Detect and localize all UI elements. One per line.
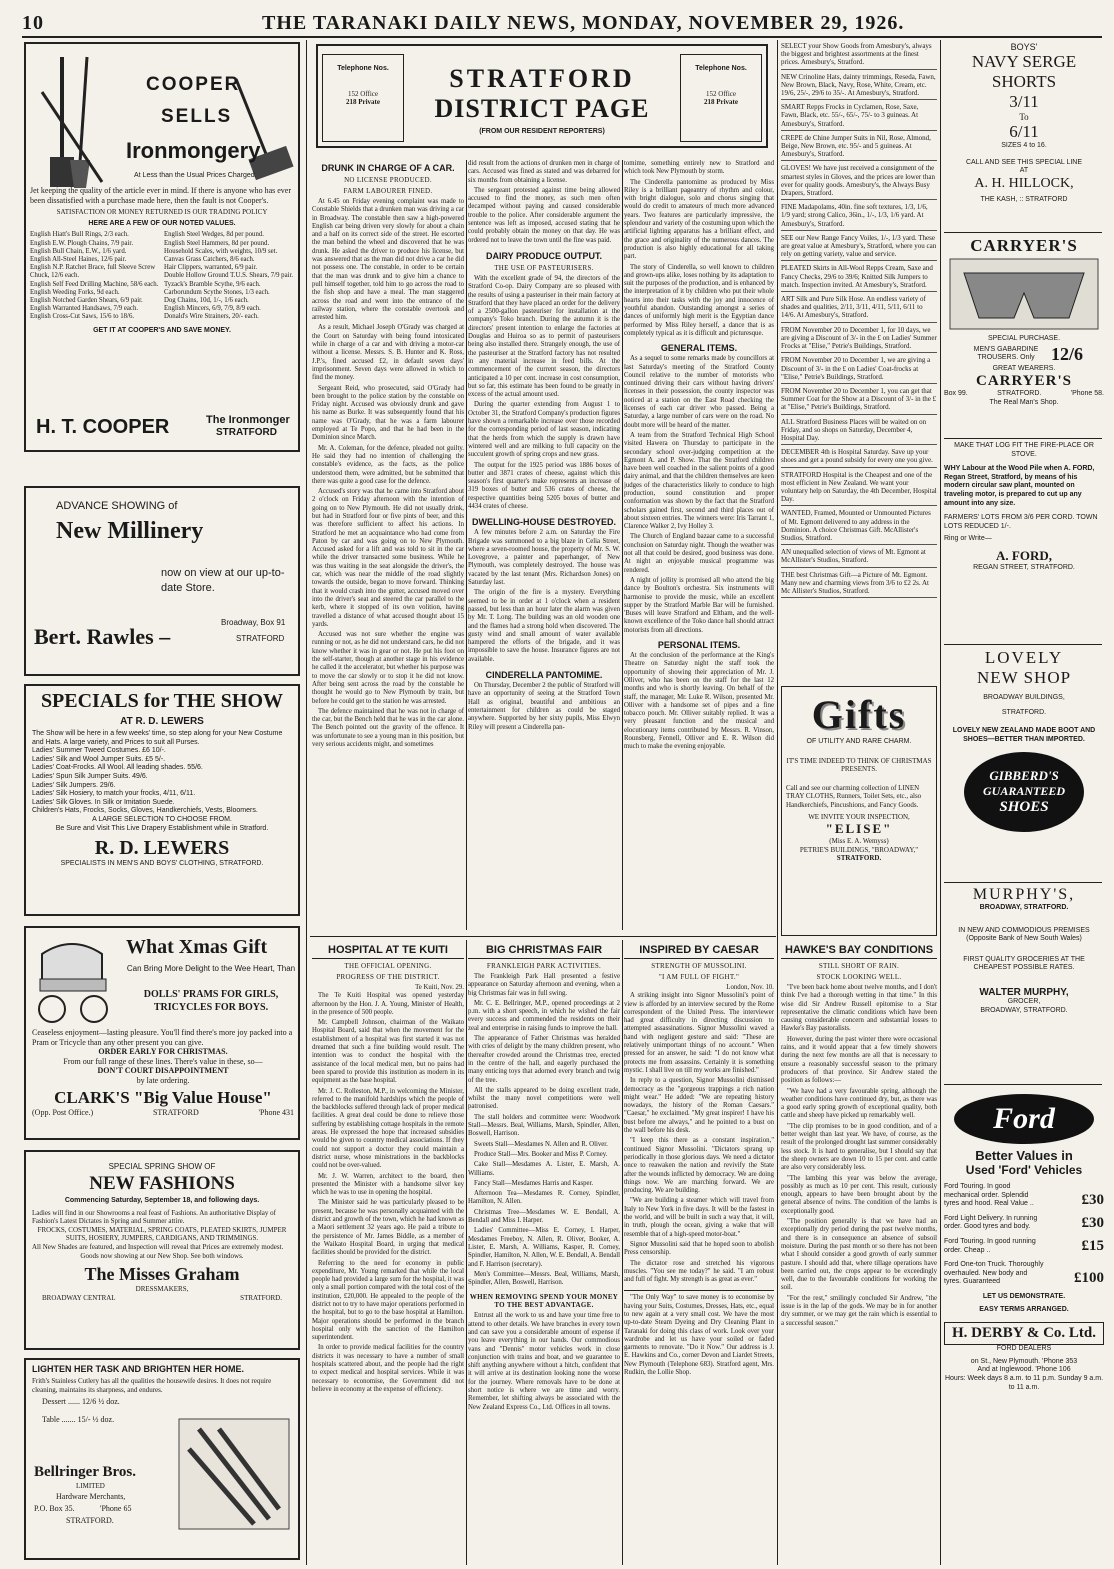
rawles-ad <box>24 486 300 676</box>
bellringer-ph: 'Phone 65 <box>100 1504 132 1513</box>
cooper-value-item: English E.W. Plough Chains, 7/9 pair. <box>30 239 134 247</box>
rawles-addr1: Broadway, Box 91 <box>221 618 286 627</box>
ford-logo <box>954 1094 1094 1144</box>
dairy-headline: DAIRY PRODUCE OUTPUT. <box>485 250 602 261</box>
classified-ad: NEW Crinoline Hats, dainty trimmings, Reseda, Fawn, New Brown, Black, Navy, Rose, White, Cream, etc. 19/6, 25/-, 29/6 to 35/-. At Amesbury's, Stratford. <box>781 73 937 101</box>
classified-ad: ART Silk and Pure Silk Hose. An endless variety of shades and qualities, 2/11, 3/11, 4/11, 5/11, 6/11 to 14/6. At Amesbury's, Stratford. <box>781 295 937 323</box>
ford-vehicle-row <box>944 1183 1104 1209</box>
carryer-ph: 'Phone 58. <box>1070 390 1104 398</box>
ford-wood-ring: Ring or Write— <box>944 535 992 543</box>
hospital-sub1: THE OFFICIAL OPENING. <box>344 962 432 970</box>
classified-ad: AN unequalled selection of views of Mt. Egmont at McAllister's Studios, Stratford. <box>781 548 937 567</box>
murphy-c: (Opposite Bank of New South Wales) <box>966 935 1082 943</box>
general-column <box>624 160 774 930</box>
classified-ad: STRATFORD Hospital is the Cheapest and one of the most efficient in New Zealand. We want your voluntary help on Saturday, the 4th December, Hospital Day. <box>781 471 937 507</box>
clark-f3: 'Phone 431 <box>258 1107 294 1117</box>
general-item: As a sequel to some remarks made by councillors at last Saturday's meeting of the Stratford County Council relative to the number of motorists who continued driving their cars without having drivers' licenses in their possession, the county inspector was noticed at a station on the East Road checking the licenses of each car driver who passed. Being a Saturday, a large number of cars were on the road. No doubt more will be heard of the matter. <box>624 355 774 429</box>
lewers-line: Ladies' Summer Tweed Costumes. £6 10/-. <box>32 747 166 755</box>
graham-body: Ladies will find in our Showrooms a real feast of Fashions. An authoritative Display of Fashion's Latest Dictates in Spring and Summer attire. <box>32 1208 276 1226</box>
masthead <box>22 10 1102 36</box>
header-t1: STRATFORD <box>449 64 635 93</box>
clark-body: Ceaseless enjoyment—lasting pleasure. You'll find there's more joy packed into a Pram or Tricycle than any other present you can give. <box>32 1028 293 1047</box>
hospital-article <box>312 942 464 1566</box>
personal-body: At the conclusion of the performance at the King's Theatre on Saturday night the staff took the opportunity of showing their appreciation of Mr. J. Olliver, who has been on the staff for the last 12 months and who is shortly leaving. On behalf of the staff, the manager, Mr. Luke R. Wilson, presented Mr. Olliver with a handsome set of pipes and a fine tobacco pouch. Mr. Olliver suitably replied. It was a very pleasant function and the musical and elocutionary items contributed by Messrs. R. Vinson, Rounsberg, Fennell, Olliver and E. R. Wilson did much to make the evening enjoyable. <box>624 652 774 751</box>
graham-addr1: BROADWAY CENTRAL <box>42 1293 116 1302</box>
hospital-paragraph: In order to provide medical facilities for the country districts it was necessary to have a number of small hospitals scattered about, and the people had the right to expect medical and hospital services. While it was necessary to economise, the Government did not believe in economy at the expense of efficiency. <box>312 1344 464 1393</box>
hillock-boys: BOYS' <box>1010 42 1038 52</box>
lewers-line: Ladies' Silk Jumpers. 29/6. <box>32 781 116 789</box>
ford-wood-body: WHY Labour at the Wood Pile when A. FORD, Regan Street, Stratford, by means of his modern circular saw plant, mounted on traveling motor, is prepared to cut up any amount into any size. <box>944 465 1095 507</box>
cinderella-cont2: The Cinderella pantomime as produced by Miss Riley is a brilliant pageantry of rhythm and colour, with bright dialogue, solo and chorus singing that would do credit to amateurs of much more advanced years. Two features are particularly impressive, the splendour and variety of the costuming upon which the artificial lighting apparatus has a brilliant effect, and the grace and originality of the numerous dances. The production is also highly educational for all taking part. <box>624 178 774 261</box>
clark-by: by late ordering. <box>136 1075 190 1085</box>
classified-ad: FROM November 20 to December 1, we are giving a Discount of 3/- in the £ on Ladies' Coat-frocks at "Elise," Petrie's Buildings, Stratford. <box>781 356 937 384</box>
ford-vehicle-row <box>944 1215 1104 1232</box>
hillock-name: A. H. HILLOCK, <box>974 175 1074 191</box>
caesar-paragraph: The dictator rose and stretched his vigorous muscles. "You see me today?" he said. "I am robust and full of fight. My strength is as great as ever." <box>624 1259 774 1284</box>
graham-addr2: STRATFORD. <box>240 1293 282 1302</box>
carryer-sp: SPECIAL PURCHASE. <box>987 335 1061 342</box>
fair-paragraph: The stall holders and committee were: Woodwork Stall—Messrs. Beal, Williams, Marsh, Spindler, Allen, Boswell, Harrison. <box>468 1113 620 1138</box>
cooper-foot: GET IT AT COOPER'S AND SAVE MONEY. <box>93 326 231 334</box>
lewers-visit: Be Sure and Visit This Live Drapery Establishment while in Stratford. <box>55 824 269 832</box>
drunk-continued: did result from the actions of drunken men in charge of cars. Accused was fined as stated and was debarred for six months from obtaining a license. <box>468 160 620 184</box>
hospital-sub2: PROGRESS OF THE DISTRICT. <box>336 973 440 981</box>
carryer-gw: GREAT WEARERS. <box>992 364 1056 372</box>
hawkes-sub2: STOCK LOOKING WELL. <box>816 973 902 981</box>
badge-l2: GUARANTEED <box>982 784 1065 799</box>
ford-logo-text: Ford <box>993 1102 1055 1135</box>
dairy-sub: THE USE OF PASTEURISERS. <box>494 263 594 272</box>
fair-paragraph: Christmas Tree—Mesdames W. E. Bendall, A. Bendall and Miss I. Harper. <box>468 1208 620 1225</box>
cooper-value-item: English Weeding Forks, 9d each. <box>30 288 120 296</box>
clark-title: What Xmas Gift <box>126 936 268 958</box>
graham-note: All New Shades are featured, and Inspection will reveal that Prices are extremely modest. <box>32 1242 284 1251</box>
cooper-l1: COOPER <box>146 74 241 95</box>
caesar-paragraph: A striking insight into Signor Mussolini's point of view is afforded by an interview secured by the Rome correspondent of the United Press. The interviewer had great difficulty in directing discussion to attempted assassinations. Signor Mussolini waved a hand with negligent gesture and said: "These are relatively unimportant things of no account." When pressed for an answer, he said: "I do not know what protects me from assassins. Certainly it is something mystic. I shall live on till my works are finished." <box>624 992 774 1074</box>
graham-title: NEW FASHIONS <box>89 1173 235 1194</box>
bellringer-st: STRATFORD. <box>66 1516 114 1525</box>
cooper-sub2: STRATFORD <box>216 427 277 438</box>
cooper-value-item: English Steel Wedges, 8d per pound. <box>164 231 264 239</box>
bellringer-po: P.O. Box 35. <box>34 1504 75 1513</box>
gibberds-badge <box>964 752 1084 832</box>
lewers-line: Ladies' Silk Gloves. In Silk or Imitation Suede. <box>32 798 175 806</box>
clark-f1: (Opp. Post Office.) <box>32 1107 94 1117</box>
cooper-value-item: Household Scales, with weights, 10/9 set. <box>164 247 278 255</box>
ford-wood-name: A. FORD, <box>996 547 1052 563</box>
clark-ad <box>24 926 300 1140</box>
hillock-call: CALL AND SEE THIS SPECIAL LINE <box>965 158 1083 166</box>
hospital-paragraph: Mr. J. C. Rolleston, M.P., in welcoming the Minister, referred to the manifold hardships which the people of the backblocks suffered through lack of proper medical facilities. A great deal could be done to relieve those suffering by establishing cottage hospitals in the remote areas. He expressed the hope that increased subsidies would be given to country medical associations. If they could not support a doctor they could maintain a district nurse, whose ministrations in the backblocks could not be over-valued. <box>312 1087 464 1170</box>
lewers-ad <box>24 684 300 916</box>
bellringer-name: Bellringer Bros. <box>34 1464 136 1480</box>
drunk-paragraph: Mr. A. Coleman, for the defence, pleaded not guilty. He said they had no intention of challenging the constable's evidence, as the facts, as the police understood them, were admitted, but he submitted that there was quite a good case for the defence. <box>312 444 464 485</box>
lewers-name: R. D. LEWERS <box>94 837 230 860</box>
clark-dont: DON'T COURT DISAPPOINTMENT <box>97 1066 229 1076</box>
classified-column <box>781 42 937 682</box>
hawkes-sub1: STILL SHORT OF RAIN. <box>818 962 900 970</box>
lewers-line: The Show will be here in a few weeks' time, so step along for your New Costume and Hats. A large variety, and Prices to suit all Purses. <box>32 730 283 746</box>
cinderella-cont3: The story of Cinderella, so well known to children and grown-ups alike, loses nothing by its adaptation to suit the purposes of the production, and is enhanced by the interpretation of it by children who put their whole hearts into their tasks with the joy and innocence of youthful abandon. Outstanding amongst a series of dances of uniformly high merit is the Egyptian dance performed by Miss Riley herself, a dance that is as completely typical as it is difficult and picturesque. <box>624 263 774 337</box>
hospital-paragraph: Referring to the need for economy in public expenditure, Mr. Young remarked that while the local people had provided a large sum for the hospital, it was only a small portion compared with the total cost of the institution, £20,000. He appealed to the people of the district not to try to have major operations performed in the hospital, but to go to the base hospital at Hamilton. Major operations should be performed in the branch hospital only with the sanction of the Hamilton superintendent. <box>312 1259 464 1342</box>
badge-l1: GIBBERD'S <box>989 768 1059 784</box>
badge-l3: SHOES <box>999 799 1049 816</box>
lovely-t2: NEW SHOP <box>976 668 1072 687</box>
cooper-value-item: Donald's Wire Strainers, 20/- each. <box>164 313 259 321</box>
bellringer-body: Frith's Stainless Cutlery has all the qualities the housewife desires. It does not require cleaning, maintains its sharpness, and endures. <box>32 1377 272 1394</box>
ford-vehicle-desc: Ford One-ton Truck. Thoroughly overhauled. New body and tyres. Guaranteed <box>944 1261 1044 1286</box>
hillock-p1: 3/11 <box>1009 92 1039 111</box>
hillock-p2: 6/11 <box>1009 122 1039 141</box>
hawkes-paragraph: "For the rest," smilingly concluded Sir Andrew, "the issue is in the lap of the gods. We may be in for another dry summer, or we may get the rain which is essential to a successful season." <box>781 1294 937 1327</box>
caesar-sub2: "I AM FULL OF FIGHT." <box>658 973 740 981</box>
fair-article <box>468 942 620 1566</box>
hospital-paragraph: Mr. Campbell Johnson, chairman of the Waikato Hospital Board, said that when the movement for the establishment of a hospital was first started it was not dreamed that such a fine building would result. The intention was to conduct the hospital with the assistance of the local medical men, but no pains had been spared to provide this institution as modern in its equipment as the base hospital. <box>312 1019 464 1085</box>
fair-paragraph: The appearance of Father Christmas was heralded with cries of delight by the many children present, who thereafter crowded around the Christmas tree, erected in the centre of the hall, and eagerly purchased the many enticing toys that adorned every branch and twig of the tree. <box>468 1035 620 1084</box>
classified-ad: WANTED, Framed, Mounted or Unmounted Pictures of Mt. Egmont delivered to any address in the Dominion. A choice Christmas Gift. McAllister's Studios, Stratford. <box>781 509 937 545</box>
fordcars-dealers: FORD DEALERS <box>996 1345 1052 1353</box>
fair-paragraph: Cake Stall—Mesdames A. Lister, E. Marsh, A. Williams. <box>468 1161 620 1177</box>
cooper-value-item: Carborundum Scythe Stones, 1/3 each. <box>164 288 270 296</box>
hillock-at: AT <box>1019 167 1029 175</box>
cooper-value-item: English N.P. Ratchet Brace, full Sleeve Screw Chuck, 12/6 each. <box>30 264 156 280</box>
ford-vehicle-price: £100 <box>1074 1269 1104 1286</box>
classified-ad: SMART Repps Frocks in Cyclamen, Rose, Saxe, Fawn, Black, etc. 55/-, 65/-, 75/- to 3 guineas. At Amesbury's, Stratford. <box>781 103 937 131</box>
fair-paragraph: Fancy Stall—Mesdames Harris and Kasper. <box>474 1179 594 1187</box>
page-number: 10 <box>22 12 44 34</box>
caesar-headline: INSPIRED BY CAESAR <box>624 942 774 959</box>
ford-vehicle-desc: Ford Touring. In good mechanical order. Splendid tyres and hood. Real Value .. <box>944 1183 1034 1208</box>
general-item: A night of jollity is promised all who attend the big dance by Boulton's orchestra. Six instruments will harmonise to provide the music, while an excellent supper by the Stratford Marble Bar will be furnished. 'Buses will leave Stratford and Eltham, and the well-known excellence of the Toko dance hall should attract motorists from all directions. <box>624 576 774 634</box>
graham-goods: Goods now showing at our New Shop. See both windows. <box>80 1251 244 1260</box>
dairy-paragraph: The output for the 1925 period was 1886 boxes of butter and 3871 crates of cheese, against which this season's first quarter's make represents an increase of 319 boxes of butter and 536 crates of cheese, the respective quantities being 5205 boxes of butter and 4434 crates of cheese. <box>468 461 620 510</box>
murphy-b: IN NEW AND COMMODIOUS PREMISES <box>958 926 1090 934</box>
carryer-slogan: The Real Man's Shop. <box>989 398 1059 406</box>
fair-paragraph: Men's Committee—Messrs. Beal, Williams, Marsh, Spindler, Allen, Boswell, Harrison. <box>468 1270 620 1287</box>
cooper-value-item: English Hiatt's Bull Rings, 2/3 each. <box>30 231 129 239</box>
dwelling-paragraph: The origin of the fire is a mystery. Everything seemed to be in order at 1 o'clock when a resident passed, but less than an hour later the alarm was given by Mr. T. Long. The building was an old wooden one and the flames had a strong hold when discovered. The gusty wind and small amount of water available hampered the efforts of the brigade, and it was impossible to save the house. Insurance figures are not available. <box>468 589 620 663</box>
hospital-paragraph: Mr. J. W. Warren, architect to the board, then presented the Minister with a handsome silver key which he was to use in opening the hospital. <box>312 1172 464 1197</box>
lewers-line: Ladies' Spun Silk Jumper Suits. 49/6. <box>32 772 148 780</box>
hawkes-paragraph: "The lambing this year was below the average, possibly as much as 10 per cent. This result, curiously enough, appears to have been brought about by the general absence of twins. The condition of the lambs is exceptionally good. <box>781 1174 937 1215</box>
caesar-paragraph: Signor Mussolini said that he hoped soon to abolish Press censorship. <box>624 1240 774 1257</box>
gifts-inv: WE INVITE YOUR INSPECTION, <box>808 812 910 821</box>
drunk-continued-2: The sergeant protested against time being allowed accused to find the money, as such men often decamped without paying and caused considerable trouble to the police. After considerable argument the sentence was left as imposed, accused stating that he could probably obtain the money on that day. He was ordered not to leave the town until the fine was paid. <box>468 186 620 244</box>
cooper-value-item: English Self Feed Drilling Machine, 58/6 each. <box>30 280 159 288</box>
gifts-word: Gifts <box>811 692 907 737</box>
lewers-line: Children's Hats, Frocks, Socks, Gloves, Handkerchiefs, Vests, Bloomers. <box>32 807 258 815</box>
ford-cars-ad <box>944 1090 1104 1566</box>
clark-name: CLARK'S "Big Value House" <box>54 1087 272 1107</box>
hospital-paragraph: The Te Kuiti Hospital was opened yesterday afternoon by the Hon. J. A. Young, Minister of Health, in the presence of 500 people. <box>312 992 464 1016</box>
bellringer-title: LIGHTEN HER TASK AND BRIGHTEN HER HOME. <box>32 1364 245 1374</box>
fair-paragraph: Ladies' Committee—Miss E. Corney, I. Harper, Mesdames Freeboy, N. Allen, R. Oliver, Booker, A. Lister, E. Marsh, A. Williams, Kasper, R. Corney, Spindler, Hamilton, N. Allen, W. E. Bendall, A. Bendall and F. Harrison (secretary). <box>468 1227 620 1268</box>
caesar-sub1: STRENGTH OF MUSSOLINI. <box>651 962 747 970</box>
hospital-headline: HOSPITAL AT TE KUITI <box>312 942 464 959</box>
drunk-sub1: NO LICENSE PRODUCED. <box>344 176 432 184</box>
cooper-tag: At Less than the Usual Prices Charged. <box>134 172 257 179</box>
cooper-value-item: Hair Clippers, warranted, 6/9 pair. <box>164 264 258 272</box>
caesar-article <box>624 942 774 1566</box>
caesar-paragraph: In reply to a question, Signor Mussolini dismissed democracy as the "gorgeous trappings a rich nation might wear." He added: "We are repeating history nowadays, the history of the Roman Caesars." "Caesar," he exclaimed. "My great inspirer! I have his bust before me always," and he pointed to a bust on the wall before his desk. <box>624 1077 774 1135</box>
drunk-article <box>312 160 464 930</box>
clark-t3: DOLLS' PRAMS FOR GIRLS, TRICYCLES FOR BOYS. <box>143 989 279 1013</box>
dairy-paragraph: With the excellent grade of 94, the directors of the Stratford Co-op. Dairy Company are so pleased with the results of using a pasteuriser in their main factory at Stratford that they have placed an order for the delivery of a 2500-gallon pasteuriser for installation at the company's Toko branch. During the autumn it is the directors' present intention to enlarge the factories at Douglas and Huiroa so as to permit of pasteurisers being also installed there. Strangely enough, the use of the pasteuriser at the Stratford factory has not resulted in any material increase in feed bills. At the commencement of the current season, the directors anticipated a 10 per cent. increase in cost consumption, but so far, this estimate has been found to be greatly in excess of the actual amount used. <box>468 274 620 399</box>
classified-ad: SEE our New Range Fancy Voiles, 1/-, 1/3 yard. These are great value at Amesbury's, Stratford, where you can rely on getting variety, value and service. <box>781 234 937 262</box>
fair-sub: FRANKLEIGH PARK ACTIVITIES. <box>486 962 602 970</box>
clark-order: ORDER EARLY FOR CHRISTMAS. <box>98 1047 228 1057</box>
gifts-body: Call and see our charming collection of LINEN TRAY CLOTHS, Runners, Toilet Sets, etc., also Handkerchiefs, Pincushions, and Fancy Goods. <box>786 783 922 809</box>
cinderella-body: On Thursday, December 2 the public of Stratford will have an opportunity of seeing at the Stratford Town Hall as original, beautiful and ambitious an entertainment for children as could be staged anywhere. Supported by her sixty pupils, Miss Elwyn Riley will present a Cinderella pan- <box>468 682 620 731</box>
fordcars-hours: Hours: Week days 8 a.m. to 11 p.m. Sunday 9 a.m. to 11 a.m. <box>944 1374 1104 1391</box>
gifts-l1: OF UTILITY AND RARE CHARM. <box>806 738 912 745</box>
murphy-t: MURPHY'S, <box>972 886 1076 903</box>
drunk-paragraph: At 6.45 on Friday evening complaint was made to Constable Shields that a drunken man was driving a car in Broadway. The constable then saw a high-powered English car being driven very slowly for about a chain and a half on its correct side of the street. He escorted the man behind the wheel and discovered that he was drunk. He asked the driver to produce his license, but was answered that as the man did not drive a car he did not possess one. The constable, in order to be certain that the man was drunk and to give him a chance to pull himself together, told him to go across the road to the fish shop and have a meal. The man staggered across the road and went into the entrance of the railway station, where the constable overtook and arrested him. <box>312 198 464 322</box>
caesar-paragraph: "We are building a steamer which will travel from Italy to New York in five days. It will be the fastest in the world, and will be built in such a way that, it will, in truth, plough the ocean, giving a wake that will resemble that of a high-speed motor-boat." <box>624 1197 774 1238</box>
classified-ad: DECEMBER 4th is Hospital Saturday. Save up your shoes and get a pound subsidy for every one you give. <box>781 448 937 467</box>
hawkes-article <box>781 942 937 1566</box>
lewers-foot: SPECIALISTS IN MEN'S AND BOYS' CLOTHING, STRATFORD. <box>60 860 264 868</box>
cooper-value-item: Dog Chains, 10d, 1/-, 1/6 each. <box>164 297 249 304</box>
gifts-addr: PETRIE'S BUILDINGS, "BROADWAY," <box>799 845 919 854</box>
classified-ad: SELECT your Show Goods from Amesbury's, always the biggest and brightest assortments at the finest prices. Amesbury's, Stratford. <box>781 42 937 70</box>
hawkes-paragraph: "I've been back home about twelve months, and I don't think I've had a thorough wetting in that time." In this wise did Sir Andrew Russell epitomise to a Star representative the climatic conditions which have been causing considerable concern and substantial losses to Hawke's Bay pastoralists. <box>781 984 937 1033</box>
cooper-value-item: English All-Steel Haines, 12/6 pair. <box>30 255 127 263</box>
classified-ad: GLOVES! We have just received a consignment of the smartest styles in Gloves, and the prices are lower than ever for quality goods. Amesbury's, the Always Busy Drapers, Stratford. <box>781 164 937 200</box>
graham-dress: DRESSMAKERS, <box>135 1285 189 1294</box>
classified-ad: ALL Stratford Business Places will be waited on on Friday, and so shops on Saturday, December 4, Hospital Day. <box>781 418 937 446</box>
hawkes-headline: HAWKE'S BAY CONDITIONS <box>781 942 937 959</box>
cooper-value-item: English Warranted Handsaws, 7/9 each. <box>30 305 139 313</box>
clark-range: From our full range of these lines. There's value in these, so— <box>63 1056 263 1066</box>
personal-headline: PERSONAL ITEMS. <box>657 640 741 651</box>
fair-headline: BIG CHRISTMAS FAIR <box>468 942 620 959</box>
carryer-g: MEN'S GABARDINE TROUSERS. Only <box>973 345 1039 362</box>
hawkes-paragraph: "The clip promises to be in good condition, and of a better weight than last year. We have, of course, as the result of the prolonged drought last summer considerably less stock. It is hard to generalise, but I should say that the sheep owners are down 10 to 15 per cent. and cattle are also very considerably less. <box>781 1122 937 1172</box>
graham-date: Commencing Saturday, September 18, and following days. <box>64 1197 260 1204</box>
bellringer-ltd: LIMITED <box>76 1482 105 1490</box>
bellringer-table: Table ....... 15/- ½ doz. <box>42 1414 115 1424</box>
carryer-ad <box>944 236 1104 436</box>
hawkes-paragraph: "We have had a very favourable spring, although the weather conditions have continued dry, but, as there was a good early spring growth of exceptional quality, both cattle and sheep have picked up remarkably well. <box>781 1087 937 1120</box>
general-headline: GENERAL ITEMS. <box>660 343 738 354</box>
gifts-st: STRATFORD. <box>836 854 882 863</box>
cutlery-illustration <box>174 1414 294 1534</box>
lovely-a: BROADWAY BUILDINGS, <box>983 694 1065 701</box>
drunk-headline: DRUNK IN CHARGE OF A CAR. <box>321 163 455 173</box>
lewers-line: Ladies' Silk and Wool Jumper Suits. £5 5/-. <box>32 755 166 763</box>
tel-left: Telephone Nos. <box>337 65 389 72</box>
trousers-illustration <box>949 258 1099 330</box>
cooper-sub1: The Ironmonger <box>206 414 290 426</box>
clark-t2: Can Bring More Delight to the Wee Heart, Than <box>126 964 296 973</box>
classified-ad: PLEATED Skirts in All-Wool Repps Cream, Saxe and Fancy Checks, 29/6 to 39/6; Knitted Silk Jumpers to match. Inspection invited. At Amesbury's, Stratford. <box>781 264 937 292</box>
drunk-paragraph: Sergeant Reid, who prosecuted, said O'Grady had been brought to the police station by the constable on Friday night. Accused was obviously drunk and gave his name as Burke. It was subsequently found that his name was O'Grady, that he was a farm labourer employed at Te Popo, and that he had been in the Dominion since March. <box>312 384 464 442</box>
rawles-l1: ADVANCE SHOWING of <box>56 500 178 512</box>
cooper-value-item: Tyzack's Bramble Scythe, 9/6 each. <box>164 280 261 288</box>
cooper-value-item: Double Hollow Ground T.U.S. Shears, 7/9 pair. <box>164 272 294 280</box>
drunk-paragraph: Accused was not sure whether the engine was running or not, as he did not understand cars, he did not know whether it was in gear or not. He put his foot on the self-starter, though at another stage in his evidence he called it the accelerator, but whether his purpose was to move the car slowly or to stop it he did not know. After being sent across the road by the constable he thought he would go to New Plymouth by train, but before he could get to the station he was arrested. <box>312 631 464 705</box>
gifts-miss: (Miss E. A. Wemyss) <box>829 837 889 846</box>
carryer-price: 12/6 <box>1050 343 1083 364</box>
ford-vehicle-row <box>944 1261 1104 1287</box>
fair-paragraph: Mr. C. E. Bellringer, M.P., opened proceedings at 2 p.m. with a short speech, in which he wished the fair every success and commended the residents on their zeal and enterprise in raising funds to improve the hall. <box>468 999 620 1032</box>
murphy-ad <box>944 886 1104 1082</box>
rawles-l2: New Millinery <box>56 518 204 544</box>
fordcars-easy: EASY TERMS ARRANGED. <box>979 1305 1069 1313</box>
drunk-sub2: FARM LABOURER FINED. <box>343 187 433 195</box>
carryer-t2: CARRYER'S <box>976 373 1072 390</box>
removal-headline: WHEN REMOVING SPEND YOUR MONEY TO THE BEST ADVANTAGE. <box>469 1293 619 1310</box>
classified-ad: FINE Madapolams, 40in. fine soft textures, 1/3, 1/6, 1/9 yard; strong Calico, 36in., 1/-, 1/3, 1/6 yard. At Amesbury's, Stratford. <box>781 203 937 231</box>
cooper-value-item: English Cross-Cut Saws, 15/6 to 18/6. <box>30 313 135 321</box>
pram-illustration <box>32 934 114 1026</box>
cooper-value-item: English Notched Garden Shears, 6/9 pair. <box>30 297 143 304</box>
bellringer-dessert: Dessert ...... 12/6 ½ doz. <box>42 1397 120 1407</box>
lewers-sel: A LARGE SELECTION TO CHOOSE FROM. <box>92 815 232 823</box>
hillock-t1: NAVY SERGE <box>971 52 1077 71</box>
drunk-paragraph: The defence maintained that he was not in charge of the car, but the Bench held that he was in the car alone. The Bench pointed out the gravity of the offence. It was unfortunate to see a young man in this position, but very serious accidents might, and sometimes <box>312 707 464 748</box>
ford-vehicle-price: £15 <box>1081 1238 1104 1255</box>
fordcars-t1: Better Values in <box>975 1148 1073 1163</box>
ford-vehicle-price: £30 <box>1081 1214 1104 1231</box>
cooper-intro: Jet keeping the quality of the article ever in mind. If there is anyone who has ever been dissatisfied with a purchase made here, then the fault is not Cooper's. <box>30 186 292 205</box>
fair-paragraph: Afternoon Tea—Mesdames R. Corney, Spindler, Hamilton, N. Allen. <box>468 1190 620 1206</box>
tel-right-private: 218 Private <box>703 98 738 107</box>
rawles-name: Bert. Rawles – <box>34 624 171 649</box>
ford-vehicle-row <box>944 1238 1104 1255</box>
cooper-ad <box>24 42 300 452</box>
lewers-sub: AT R. D. LEWERS <box>120 716 204 727</box>
cooper-name: H. T. COOPER <box>36 416 170 438</box>
hillock-sizes: SIZES 4 to 16. <box>1001 142 1047 149</box>
murphy-g: GROCER, <box>1007 997 1041 1005</box>
fair-paragraph: Sweets Stall—Mesdames N. Allen and R. Oliver. <box>474 1140 608 1148</box>
tel-left-office: 152 Office <box>348 89 378 98</box>
cinderella-cont1: tomime, something entirely new to Stratford and which took New Plymouth by storm. <box>624 160 774 176</box>
ford-vehicle-desc: Ford Light Delivery. In running order. Good tyres and body. <box>944 1214 1038 1231</box>
carryer-box: Box 99. <box>944 390 968 398</box>
classified-ad: FROM November 20 to December 1, for 10 days, we are giving a Discount of 3/- in the £ on Ladies' Summer Frocks at "Elise," Petrie's Buildings, Stratford. <box>781 326 937 354</box>
hillock-t2: SHORTS <box>991 72 1057 91</box>
cooper-l3: Ironmongery <box>126 138 261 163</box>
cooper-values-header: HERE ARE A FEW OF OUR NOTED VALUES. <box>88 219 236 227</box>
fair-paragraph: Produce Stall—Mrs. Booker and Miss P. Corney. <box>474 1150 608 1158</box>
classified-ad: FROM November 20 to December 1, you can get that Summer Coat for the Show at a Discount of 3/- in the £ at "Elise," Petrie's Buildings, Stratford. <box>781 387 937 415</box>
fordcars-addr2: And at Inglewood. 'Phone 106 <box>977 1366 1071 1374</box>
gifts-name: "ELISE" <box>825 821 893 837</box>
caesar-dateline: London, Nov. 10. <box>726 984 774 991</box>
only-way-ad: "The Only Way" to save money is to economise by having your Suits, Costumes, Dresses, Hats, etc., equal to new again at a very small cost. We have the most up-to-date Steam Dyeing and Dry Cleaning Plant in Taranaki for doing this class of work. Look over your wardrobe and let us have your soiled or faded garments to renovate. "Do it Now." Our address is J. E. Hawkins and Co., corner Devon and Liardet Streets, New Plymouth (Telephone 683). Stratford agent, Mrs. Rudkin, the Lollie Shop. <box>624 1294 774 1377</box>
hillock-ad <box>944 42 1104 230</box>
classified-ad: CREPE de Chine Jumper Suits in Nil, Rose, Almond, Beige, New Brown, etc. 95/- and 5 guineas. At Amesbury's, Stratford. <box>781 134 937 162</box>
ford-wood-hd: MAKE THAT LOG FIT THE FIRE-PLACE OR STOVE. <box>954 442 1094 458</box>
lovely-t1: LOVELY <box>984 648 1064 667</box>
dairy-column <box>468 160 620 930</box>
district-header <box>316 44 768 148</box>
classified-ad: THE best Christmas Gift—a Picture of Mt. Egmont. Many new and charming views from 3/6 to £2 2s. At Mc Allister's Studios, Stratford. <box>781 571 937 599</box>
graham-list: FROCKS, COSTUMES, MATERIAL, SPRING COATS, PLEATED SKIRTS, JUMPER SUITS, HOSIERY, JUMPERS, CARDIGANS, AND TRIMMINGS. <box>37 1225 287 1243</box>
dwelling-headline: DWELLING-HOUSE DESTROYED. <box>471 517 616 528</box>
general-item: A team from the Stratford Technical High School visited Hawera on Thursday to participate in the secondary school over-judging competition at the Egmont A. and P. Show. That the Stratford children have been well coached in the salient points of a good dairy animal, and that the children themselves are keen judges of the characteristics likely to conduce to high production, sound constitution and proper conformation was shown by the fact that the Stratford scholars gained first, second and third places out of about sixteen entries. The winners were: Iris Tarrant 1, Clarence Walker 2, Ivy Holley 3. <box>624 431 774 531</box>
ford-wood-lots: FARMERS' LOTS FROM 3/6 PER CORD. TOWN LOTS REDUCED 1/-. <box>944 514 1098 530</box>
lovely-ad <box>944 648 1104 878</box>
lovely-st: STRATFORD. <box>1001 708 1047 716</box>
hillock-to: To <box>1019 112 1029 122</box>
hawkes-paragraph: "The position generally is that we have had an exceptionally dry period during the past twelve months, and there is in consequence an absence of subsoil moisture. During the past month or so there has not been what I should consider a good growth of early summer pasture. I should add that, where tillage operations have been carried out, the crops appear to be exceedingly well, due to the favourable conditions for working the soil. <box>781 1218 937 1292</box>
cooper-l2: SELLS <box>161 106 233 127</box>
drunk-paragraph: Accused's story was that he came into Stratford about 2 o'clock on Friday afternoon with the intention of going on to New Plymouth. He did not usually drink, but had in Stratford four or five pints of beer, and this was therefore sufficient to affect his actions. In Stratford he met an acquaintance who had come from Paton by car and was going on to New Plymouth. Accused asked for a lift and was told to sit in the car while the driver transacted some business. While he was thus waiting in the seat alongside the driver's, the car, which was near the middle of the road slightly towards the outside, began to move forward. Thinking that it would crash into the gutter, accused moved over into the driver's seat and steered the car parallel to the kerb, where it stopped of its own volition, having travelled a distance of what accused thought about 15 yards. <box>312 488 464 628</box>
tel-right: Telephone Nos. <box>695 65 747 72</box>
dairy-paragraph: During the quarter extending from August 1 to October 31, the Stratford Company's production figures have shown a remarkable increase over those recorded for the corresponding period of last season, indicating that the herds from which the supply is drawn have wintered well and are milking to full capacity on the succulent growth of spring crops and new grass. <box>468 401 620 459</box>
graham-ad <box>24 1150 300 1350</box>
clark-f2: STRATFORD <box>152 1107 199 1117</box>
lewers-title: SPECIALS for THE SHOW <box>40 690 284 712</box>
cooper-value-item: English Steel Hammers, 8d per pound. <box>164 239 270 247</box>
hospital-dateline: Te Kuiti, Nov. 29. <box>415 984 464 991</box>
header-t2: DISTRICT PAGE <box>434 94 650 123</box>
lewers-line: Ladies' Coat-Frocks. All Wool. All leading shades. 55/6. <box>32 764 203 772</box>
hillock-addr: THE KASH, :: STRATFORD <box>980 195 1068 203</box>
tel-right-office: 152 Office <box>706 89 736 98</box>
hawkes-paragraph: However, during the past winter there were occasional rains, and it would appear that a few timely showers during the next few months are all that is necessary to ensure a reasonably successful season to the primary producers of that province. Sir Andrew stated the position as follows:— <box>781 1035 937 1085</box>
ford-vehicle-price: £30 <box>1081 1191 1104 1208</box>
carryer-st: STRATFORD. <box>997 390 1042 398</box>
general-item: The Church of England bazaar came to a successful conclusion on Saturday night. Though the weather was not all that could be desired, good business was done. At night an enjoyable musical programme was rendered. <box>624 533 774 574</box>
caesar-paragraph: "I keep this there as a constant inspiration," continued Signor Mussolini. "Dictators sprang up periodically in those glorious days. We need a dictator once to reawaken the nation and revivify the State after the wounds inflicted by democracy. We are doing things now. We are marching forward. We are producing. We are building. <box>624 1137 774 1195</box>
dwelling-paragraph: A few minutes before 2 a.m. on Saturday the Fire Brigade was summoned to a big blaze in Celia Street, where a seven-roomed house, the property of Mr. S. W. Lovegrove, a painter and paperhanger, of New Plymouth, was completely destroyed. The house was vacated by the last tenant (Mrs. Richardson Jones) on Saturday last. <box>468 529 620 587</box>
fordcars-name: H. DERBY & Co. Ltd. <box>944 1322 1104 1345</box>
graham-spec: SPECIAL SPRING SHOW OF <box>108 1162 216 1171</box>
cooper-value-item: English Bull Chain, E.W., 1/6 yard. <box>30 247 127 255</box>
garden-tools-illustration <box>32 52 110 192</box>
fordcars-demo: LET US DEMONSTRATE. <box>982 1292 1066 1300</box>
lewers-line: Ladies' Silk Hosiery, to match your frocks, 4/11, 6/11. <box>32 790 196 798</box>
cooper-value-item: Canvas Grass Catchers, 8/6 each. <box>164 255 255 263</box>
header-t3: (FROM OUR RESIDENT REPORTERS) <box>479 128 605 135</box>
rawles-l3: now on view at our up-to-date Store. <box>161 567 285 594</box>
masthead-title: THE TARANAKI DAILY NEWS, MONDAY, NOVEMBER 29, 1926. <box>262 12 905 34</box>
cooper-policy: SATISFACTION OR MONEY RETURNED IS OUR TRADING POLICY <box>56 208 268 217</box>
murphy-addr: BROADWAY, STRATFORD. <box>980 1006 1068 1014</box>
bellringer-ad <box>24 1358 300 1560</box>
gifts-ad <box>781 686 937 936</box>
fair-paragraph: All the stalls appeared to be doing excellent trade, whilst the many novel competitions were well patronised. <box>468 1086 620 1111</box>
removal-body: Entrust all the work to us and have your time free to attend to other details. We have branches in every town and can save you a considerable amount of expense if you leave everything in our hands. Our commodious vans and "Dennis" motor vehicles work in close conjunction with trains and boat, and we guarantee to shift anything anywhere without a hitch, confident that it will arrive at its destination looking none the worse for the journey. Where removals have to be done at short notice is where we are time and worry. Remember, let shifting always be associated with the New Zealand Express Co., Ltd. Offices in all towns. <box>468 1312 620 1411</box>
carryer-t: CARRYER'S <box>970 236 1078 255</box>
ford-wood-ad <box>944 442 1104 640</box>
fordcars-t2: Used 'Ford' Vehicles <box>965 1163 1083 1177</box>
fair-paragraph: The Frankleigh Park Hall presented a festive appearance on Saturday afternoon and evening, when a big Christmas fair was in full swing. <box>468 973 620 997</box>
hospital-paragraph: The Minister said he was particularly pleased to be present, because he was personally acquainted with the district and growth of the town, which he had known as a Maori settlement 32 years ago. He paid a tribute to the persistence of Mr. James Biddle, as a member of the Waikato Hospital Board, in urging that medical facilities should be provided for the district. <box>312 1199 464 1257</box>
cinderella-headline: CINDERELLA PANTOMIME. <box>485 670 603 681</box>
gifts-l2: IT'S TIME INDEED TO THINK OF CHRISTMAS PRESENTS. <box>786 756 932 774</box>
lovely-body: LOVELY NEW ZEALAND MADE BOOT AND SHOES—BETTER THAN IMPORTED. <box>952 727 1096 743</box>
fordcars-addr1: on St., New Plymouth. 'Phone 353 <box>970 1357 1078 1365</box>
bellringer-hw: Hardware Merchants, <box>56 1492 126 1501</box>
rawles-addr2: STRATFORD <box>236 634 285 643</box>
ford-vehicle-desc: Ford Touring. In good running order. Cheap .. <box>944 1237 1036 1254</box>
murphy-name: WALTER MURPHY, <box>979 986 1069 998</box>
murphy-a: BROADWAY, STRATFORD. <box>979 904 1069 911</box>
drunk-paragraph: As a result, Michael Joseph O'Grady was charged at the Court on Saturday with being found intoxicated while in charge of a car and with driving a motor-car without a license. Messrs. S. B. Hunter and K. Ross, J.P.'s, fined accused £2, in default seven days' imprisonment. Seven days were allowed in which to find the money. <box>312 324 464 382</box>
cooper-value-item: English Mincers, 6/9, 7/9, 8/9 each. <box>164 305 261 313</box>
tel-left-private: 218 Private <box>345 98 380 107</box>
ford-wood-addr: REGAN STREET, STRATFORD. <box>973 563 1075 571</box>
graham-name: The Misses Graham <box>84 1264 240 1285</box>
murphy-d: FIRST QUALITY GROCERIES AT THE CHEAPEST POSSIBLE RATES. <box>963 955 1085 972</box>
